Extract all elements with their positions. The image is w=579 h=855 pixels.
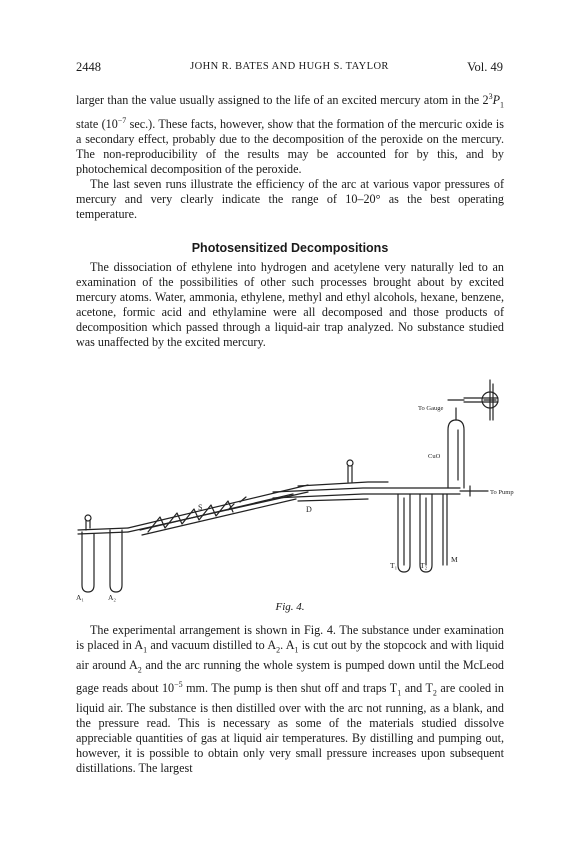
label-a1: A₁ bbox=[76, 593, 85, 602]
label-m: M bbox=[451, 555, 458, 564]
paragraph-continued: larger than the value usually assigned to the life of an excited mercury atom in the $2^3P_1$ state ($10^{-7}$ sec.). These facts, however, show that the formation of the mercuric oxide is a secondary effect, probably due to the decomposition of the peroxide on the mercury. The non-reproducibility of the results may be accounted for by this, and by photochemical decomposition of the peroxide. bbox=[76, 92, 504, 176]
label-d: D bbox=[306, 505, 312, 514]
volume-label: Vol. 49 bbox=[467, 60, 503, 74]
label-t1: T₁ bbox=[390, 561, 398, 570]
label-cuo: CuO bbox=[428, 453, 441, 460]
text-block-top bbox=[76, 89, 504, 222]
label-to-gauge: To Gauge bbox=[418, 405, 444, 412]
text-block-bottom bbox=[76, 623, 504, 776]
text-block-middle bbox=[76, 260, 504, 351]
page-number: 2448 bbox=[76, 60, 101, 74]
paragraph-experimental-arrangement: The experimental arrangement is shown in Fig. 4. The substance under examination is placed in $A_1$ and vacuum distilled to $A_2$. $A_1$ is cut out by the stopcock and with liquid air around $A_2$ and the arc running the whole system is pumped down until the McLeod gage reads about $10^{-5}$ mm. The pump is then shut off and traps $T_1$ and $T_2$ are cooled in liquid air. The substance is then distilled over with the arc not running, as a blank, and the pressure read. This is necessary as some of the materials studied dissolve appreciable quantities of gas at liquid air temperatures. By distilling and pumping out, however, it is possible to obtain only very small pressure increases upon subsequent distillations. The largest bbox=[76, 623, 505, 776]
page-header bbox=[76, 60, 503, 78]
paragraph-dissociation: The dissociation of ethylene into hydrogen and acetylene very naturally led to an examination of the possibilities of other such processes brought about by excited mercury atoms. Water, ammonia, ethylene, methyl and ethyl alcohols, hexane, benzene, acetone, formic acid and ethylamine were all decomposed and those products of decomposition which passed through a liquid-air trap analyzed. No substance studied was unaffected by the excited mercury. bbox=[76, 260, 504, 350]
label-s: S bbox=[198, 503, 203, 512]
paragraph-last-seven-runs: The last seven runs illustrate the efficiency of the arc at various vapor pressures of mercury and very clearly indicate the range of 10–20° as the best operating temperature. bbox=[76, 176, 504, 222]
diagram-labels bbox=[68, 370, 518, 600]
label-to-pump: To Pump bbox=[490, 489, 514, 496]
running-title: JOHN R. BATES AND HUGH S. TAYLOR bbox=[190, 61, 389, 72]
label-a2: A₂ bbox=[108, 593, 117, 602]
section-heading: Photosensitized Decompositions bbox=[191, 241, 389, 255]
label-t2: T₂ bbox=[420, 561, 428, 570]
figure-caption: Fig. 4. bbox=[275, 601, 305, 613]
